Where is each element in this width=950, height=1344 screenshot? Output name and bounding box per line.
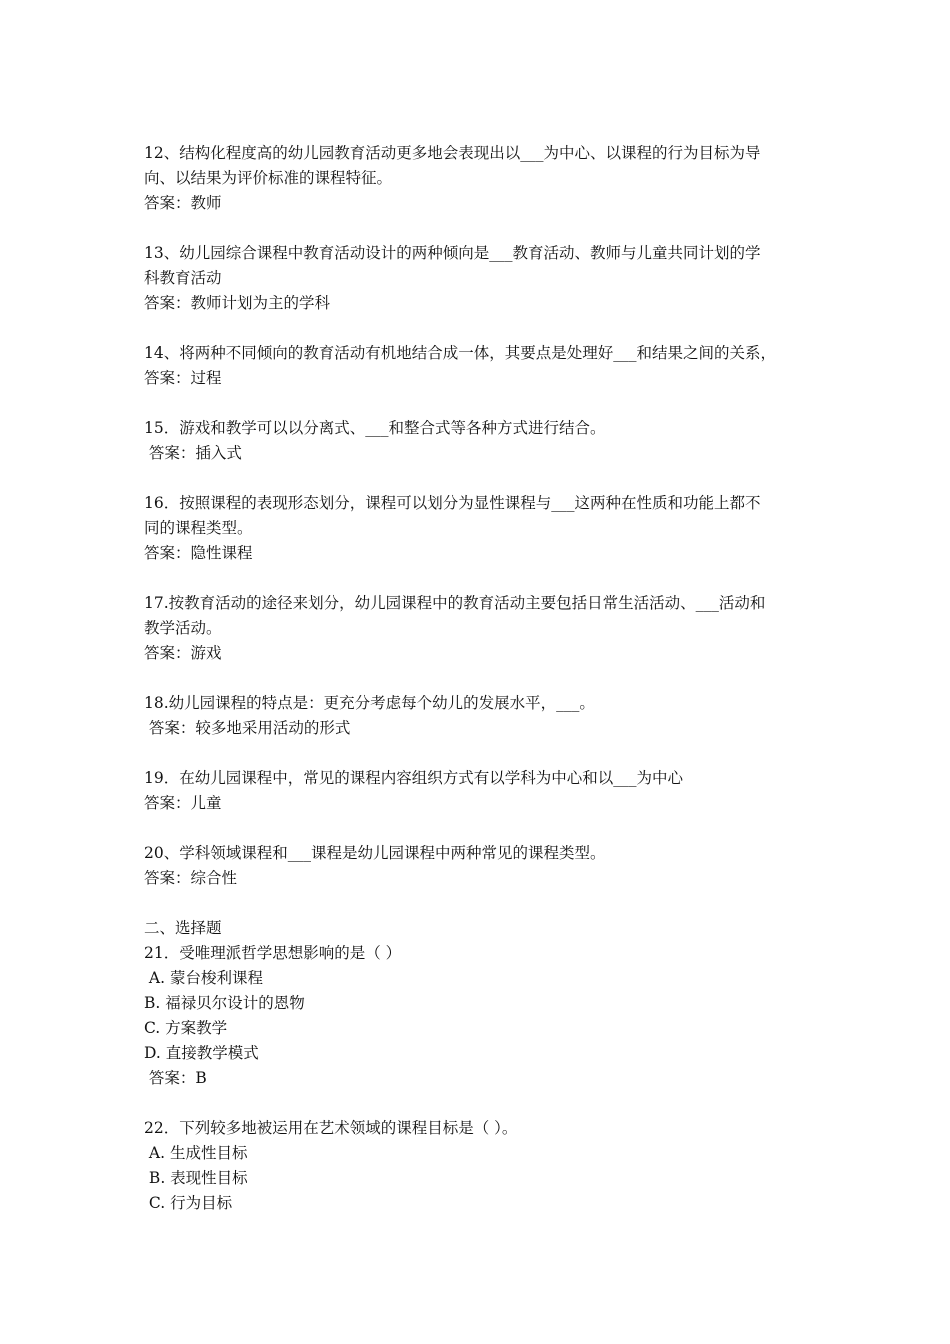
answer-text: 答案：隐性课程 [144, 544, 253, 562]
option-b: B. 表现性目标 [144, 1169, 248, 1187]
question-20 [144, 841, 814, 891]
question-text: 12、结构化程度高的幼儿园教育活动更多地会表现出以___为中心、以课程的行为目标为导 [144, 144, 761, 162]
answer-text: 答案：较多地采用活动的形式 [144, 719, 351, 737]
question-text: 15．游戏和教学可以以分离式、___和整合式等各种方式进行结合。 [144, 419, 606, 437]
answer-text: 答案：教师计划为主的学科 [144, 294, 331, 312]
question-text: 17.按教育活动的途径来划分，幼儿园课程中的教育活动主要包括日常生活活动、___活动和 [144, 594, 766, 612]
option-b: B. 福禄贝尔设计的恩物 [144, 994, 305, 1012]
question-text: 13、幼儿园综合课程中教育活动设计的两种倾向是___教育活动、教师与儿童共同计划的学 [144, 244, 761, 262]
question-21 [144, 941, 814, 1091]
answer-text: 答案：过程 [144, 369, 222, 387]
question-text: 21．受唯理派哲学思想影响的是（ ） [144, 944, 402, 962]
question-text: 16．按照课程的表现形态划分，课程可以划分为显性课程与___这两种在性质和功能上都不 [144, 494, 761, 512]
question-text: 教学活动。 [144, 619, 222, 637]
question-14 [144, 341, 814, 391]
question-18 [144, 691, 814, 741]
option-c: C. 行为目标 [144, 1194, 233, 1212]
section-title: 二、选择题 [144, 919, 222, 937]
question-text: 科教育活动 [144, 269, 222, 287]
question-12 [144, 141, 814, 216]
answer-text: 答案：B [144, 1069, 207, 1087]
answer-text: 答案：儿童 [144, 794, 222, 812]
question-13 [144, 241, 814, 316]
question-text: 同的课程类型。 [144, 519, 253, 537]
question-text: 向、以结果为评价标准的课程特征。 [144, 169, 393, 187]
option-a: A. 蒙台梭利课程 [144, 969, 263, 987]
question-text: 22．下列较多地被运用在艺术领域的课程目标是（ ）。 [144, 1119, 518, 1137]
option-c: C. 方案教学 [144, 1019, 228, 1037]
option-d: D. 直接教学模式 [144, 1044, 259, 1062]
question-text: 19．在幼儿园课程中，常见的课程内容组织方式有以学科为中心和以___为中心 [144, 769, 683, 787]
question-22 [144, 1116, 814, 1216]
question-text: 18.幼儿园课程的特点是：更充分考虑每个幼儿的发展水平，___。 [144, 694, 595, 712]
document-page [144, 141, 814, 1216]
question-19 [144, 766, 814, 816]
answer-text: 答案：综合性 [144, 869, 238, 887]
answer-text: 答案：插入式 [144, 444, 242, 462]
question-16 [144, 491, 814, 566]
answer-text: 答案：教师 [144, 194, 222, 212]
question-15 [144, 416, 814, 466]
question-text: 14、将两种不同倾向的教育活动有机地结合成一体，其要点是处理好___和结果之间的关系， [144, 344, 776, 362]
option-a: A. 生成性目标 [144, 1144, 248, 1162]
question-17 [144, 591, 814, 666]
question-text: 20、学科领域课程和___课程是幼儿园课程中两种常见的课程类型。 [144, 844, 606, 862]
answer-text: 答案：游戏 [144, 644, 222, 662]
